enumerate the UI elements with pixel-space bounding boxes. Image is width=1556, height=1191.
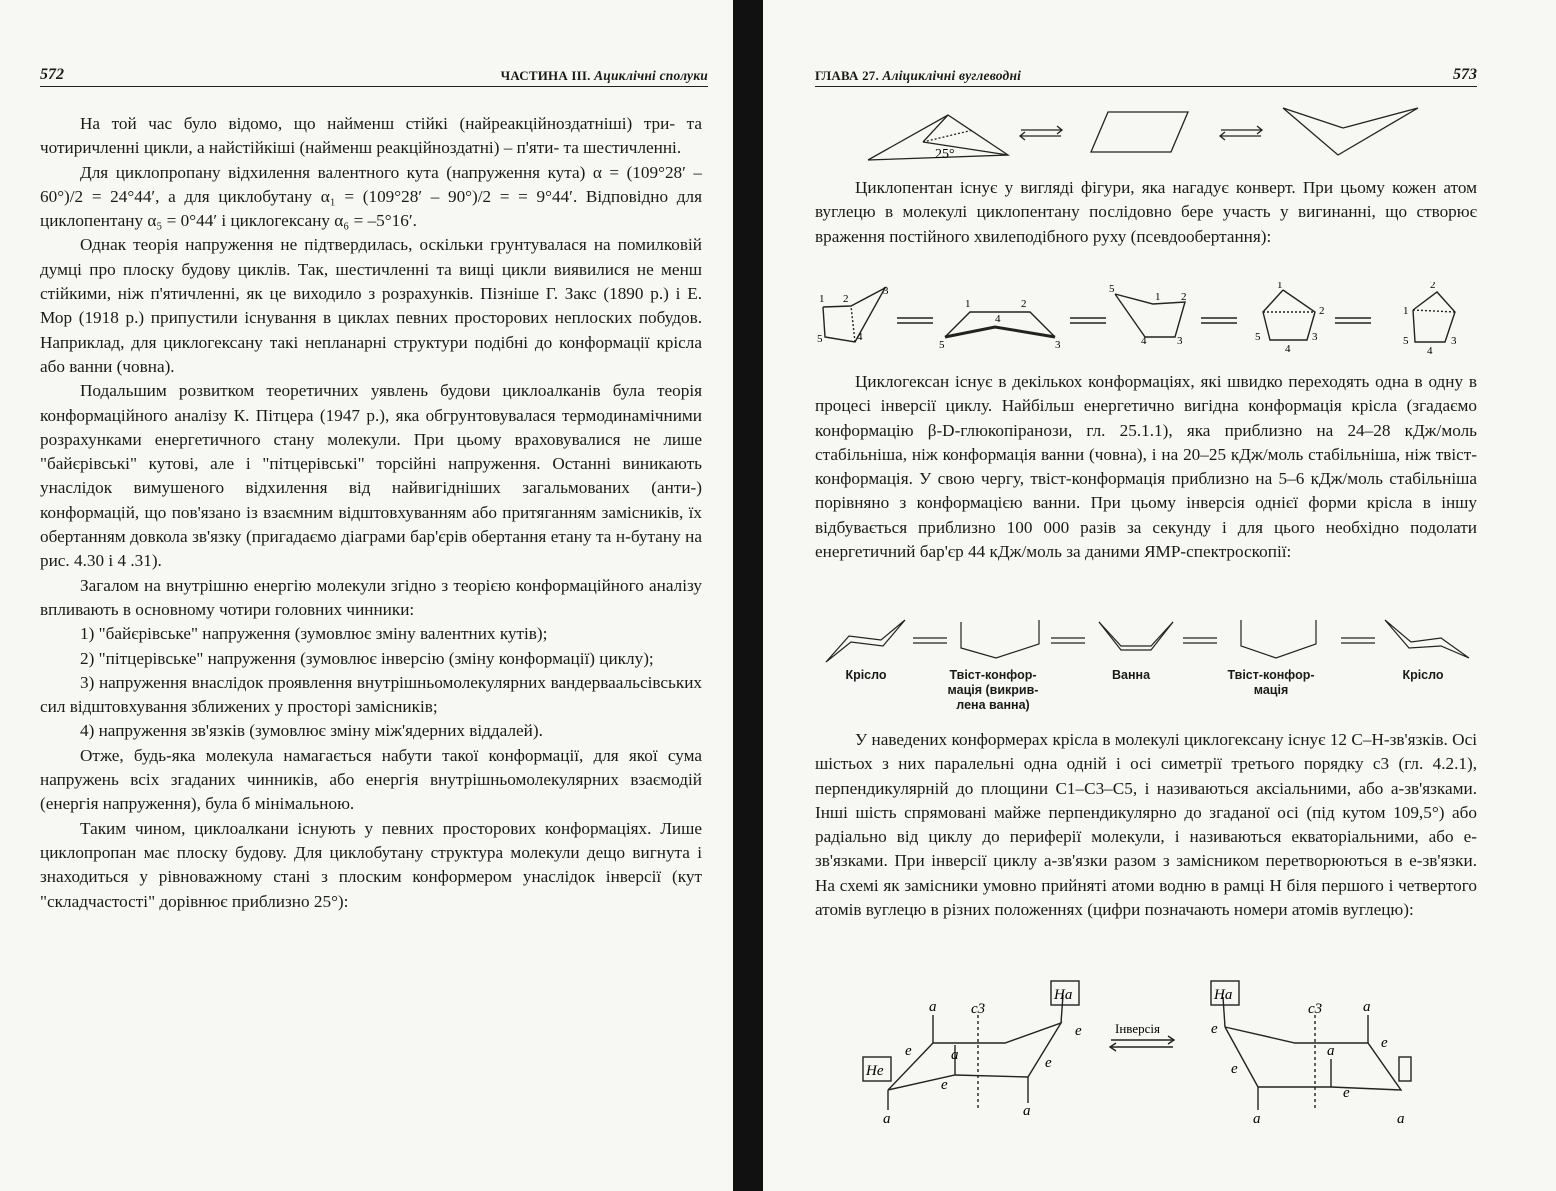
svg-text:a: a bbox=[1397, 1111, 1405, 1125]
conformer-label-boat: Ванна bbox=[1111, 668, 1151, 682]
list-item: 2) "пітцерівське" напруження (зумовлює інверсію (зміну конформації) циклу); bbox=[80, 648, 654, 668]
left-page-body bbox=[40, 112, 702, 914]
svg-text:1: 1 bbox=[1403, 305, 1409, 317]
right-paragraph-3 bbox=[815, 728, 1477, 922]
conformer-label-chair-1: Крісло bbox=[845, 668, 887, 682]
paragraph: Для циклопропану відхилення валентного кута (напруження кута) α = (109°28′ – 60°)/2 = 24°44′, а для циклобутану α₁ = (109°28′ – 90°)/2 = = 9°44′. Відповідно для циклопентану α₅ = 0°44′ і циклогексану α₆ = –5°16′. bbox=[40, 162, 702, 231]
svg-text:a: a bbox=[1023, 1103, 1031, 1119]
svg-text:e: e bbox=[941, 1077, 948, 1093]
right-page bbox=[763, 0, 1556, 1191]
svg-text:a: a bbox=[1327, 1043, 1335, 1059]
angle-label: 25° bbox=[935, 147, 955, 162]
axis-label: c3 bbox=[971, 1001, 986, 1017]
paragraph: Подальшим розвитком теоретичних уявлень будови циклоалканів була теорія конформаційного аналізу К. Пітцера (1947 р.), яка обгрунтовувалася термодинамічними розрахунками енергетичного стану молекули. При цьому враховувалися не лише "байєрівські" кутові, але і "пітцерівські" торсійні напруження. Останні виникають унаслідок вимушеного відхилення від найвигідніших загальмованих (анти-) конформацій, що пов'язано із взаємним відштовхуванням або притяганням замісників, їх обертанням довкола зв'язку (пригадаємо діаграми бар'єрів обертання етану та н-бутану на рис. 4.30 і 4 .31). bbox=[40, 381, 702, 571]
left-page-header bbox=[40, 64, 708, 87]
conformer-label-chair-2: Крісло bbox=[1402, 668, 1444, 682]
svg-text:1: 1 bbox=[819, 293, 825, 305]
inversion-label: Інверсія bbox=[1115, 1021, 1160, 1036]
h-axial-label-2: Ha bbox=[1214, 987, 1233, 1003]
cyclobutane-inversion-figure bbox=[863, 100, 1443, 170]
svg-text:3: 3 bbox=[1055, 339, 1061, 351]
svg-text:a: a bbox=[951, 1047, 959, 1063]
list-item: 4) напруження зв'язків (зумовлює зміну між'ядерних віддалей). bbox=[80, 721, 543, 741]
left-page bbox=[0, 0, 733, 1191]
puckered-cyclobutane-right bbox=[1283, 108, 1418, 155]
svg-text:1: 1 bbox=[1277, 282, 1283, 291]
svg-text:4: 4 bbox=[1141, 335, 1147, 347]
paragraph: Циклогексан існує в декількох конформаціях, які швидко переходять одна в одну в процесі інверсії циклу. Найбільш енергетично вигідна конформація крісла (згадаємо конформацію β-D-глюкопіранози, гл. 25.1.1), яка приблизно на 24–28 кДж/моль стабільніша, ніж конформація ванни (човна), і на 20–25 кДж/моль стабільніша, ніж твіст-конформація. У свою чергу, твіст-конформація приблизно на 5–6 кДж/моль стабільніша порівняно з конформацією ванни. При цьому інверсія однієї форми крісла в іншу відбувається приблизно 100 000 разів за секунду і для цього необхідно подолати енергетичний бар'єр 44 кДж/моль за даними ЯМР-спектроскопії: bbox=[815, 372, 1477, 562]
svg-text:5: 5 bbox=[817, 333, 823, 345]
svg-text:4: 4 bbox=[857, 331, 863, 343]
h-axial-label: Ha bbox=[1054, 987, 1073, 1003]
svg-text:3: 3 bbox=[1312, 331, 1318, 343]
svg-text:a: a bbox=[1363, 999, 1371, 1015]
left-running-title bbox=[501, 68, 708, 84]
svg-text:5: 5 bbox=[1255, 331, 1261, 343]
svg-text:a: a bbox=[1253, 1111, 1261, 1125]
svg-text:e: e bbox=[1075, 1023, 1082, 1039]
svg-text:1: 1 bbox=[965, 298, 971, 310]
paragraph: Циклопентан існує у вигляді фігури, яка нагадує конверт. При цьому кожен атом вуглецю в молекулі циклопентану послідовно бере участь у вигинанні, що створює враження постійного хвилеподібного руху (псевдообертання): bbox=[815, 178, 1477, 246]
svg-text:5: 5 bbox=[1109, 283, 1115, 295]
svg-text:a: a bbox=[929, 999, 937, 1015]
svg-text:e: e bbox=[1343, 1085, 1350, 1101]
paragraph: У наведених конформерах крісла в молекулі циклогексану існує 12 С–Н-зв'язків. Осі шістьох з них паралельні одна одній і осі симетрії третього порядку с3 (гл. 4.2.1), перпендикулярній до площини С1–С3–С5, і називаються аксіальними, або а-зв'язками. Інші шість спрямовані майже перпендикулярно до згаданої осі (під кутом 109,5°) або радіально від циклу до периферії молекули, і називаються екваторіальними, або е-зв'язками. При інверсії циклу а-зв'язки разом з замісником перетворюються в е-зв'язки. На схемі як замісники умовно прийняті атоми водню в рамці Н біля першого і четвертого атомів вуглецю в різних положеннях (цифри позначають номери атомів вуглецю): bbox=[815, 730, 1477, 920]
axis-label-2: c3 bbox=[1308, 1001, 1323, 1017]
svg-text:e: e bbox=[905, 1043, 912, 1059]
cyclohexane-conformations-figure bbox=[821, 614, 1481, 670]
right-paragraph-1 bbox=[815, 176, 1477, 249]
svg-text:3: 3 bbox=[883, 285, 889, 297]
list-item: 1) "байєрівське" напруження (зумовлює зміну валентних кутів); bbox=[80, 624, 548, 644]
book-gutter bbox=[733, 0, 763, 1191]
svg-text:e: e bbox=[1045, 1055, 1052, 1071]
svg-text:2: 2 bbox=[1430, 282, 1436, 291]
conformer-label-twist-1: Твіст-конфор-мація (викрив-лена ванна) bbox=[947, 668, 1039, 712]
svg-text:3: 3 bbox=[1451, 335, 1457, 347]
svg-text:4: 4 bbox=[995, 313, 1001, 325]
svg-text:2: 2 bbox=[1021, 298, 1027, 310]
svg-text:4: 4 bbox=[1427, 345, 1433, 357]
svg-text:a: a bbox=[883, 1111, 891, 1125]
cyclopentane-pseudorotation-figure bbox=[815, 282, 1485, 360]
svg-text:5: 5 bbox=[1403, 335, 1409, 347]
paragraph: На той час було відомо, що найменш стійкі (найреакційноздатніші) три- та чотиричленні цикли, а найстійкіші (найменш реакційноздатні) – п'яти- та шестичленні. bbox=[40, 114, 702, 158]
svg-text:3: 3 bbox=[1177, 335, 1183, 347]
right-header-chapter: ГЛАВА 27. bbox=[815, 68, 879, 83]
paragraph: Загалом на внутрішню енергію молекули згідно з теорією конформаційного аналізу впливають в основному чотири головних чинники: bbox=[40, 575, 702, 619]
svg-text:2: 2 bbox=[1319, 305, 1325, 317]
left-page-number: 572 bbox=[40, 66, 64, 83]
svg-text:e: e bbox=[1381, 1035, 1388, 1051]
svg-text:4: 4 bbox=[1285, 343, 1291, 355]
chair-inversion-figure bbox=[853, 975, 1413, 1125]
right-running-title bbox=[815, 68, 1021, 84]
svg-text:2: 2 bbox=[1181, 291, 1187, 303]
conformer-label-twist-2: Твіст-конфор-мація bbox=[1227, 668, 1315, 697]
list-item: 3) напруження внаслідок проявлення внутрішньомолекулярних вандерваальсівських сил відштовхування зближених у просторі замісників; bbox=[40, 672, 702, 717]
right-page-header bbox=[815, 64, 1477, 87]
h-equatorial-label: He bbox=[866, 1063, 884, 1079]
planar-cyclobutane bbox=[1091, 112, 1188, 152]
left-header-title: Ациклічні сполуки bbox=[594, 68, 708, 83]
right-paragraph-2 bbox=[815, 370, 1477, 564]
svg-text:5: 5 bbox=[939, 339, 945, 351]
paragraph: Однак теорія напруження не підтвердилась, оскільки грунтувалася на помилковій думці про плоску будову циклів. Так, шестичленні та вищі цикли виявилися не менш стійкими, ніж п'ятичленні, як це виходило з розрахунків. Пізніше Г. Закс (1890 р.) і Е. Мор (1918 р.) припустили існування в циклах певних просторових неплоских побудов. Наприклад, для циклогексану такі непланарні структури подібні до конформації крісла або ванни (човна). bbox=[40, 235, 702, 376]
svg-text:2: 2 bbox=[843, 293, 849, 305]
paragraph: Отже, будь-яка молекула намагається набути такої конформації, для якої сума напружень всіх згаданих чинників, або енергія внутрішньомолекулярних взаємодій (енергія напруження), була б мінімальною. bbox=[40, 745, 702, 814]
svg-text:e: e bbox=[1231, 1061, 1238, 1077]
svg-text:1: 1 bbox=[1155, 291, 1161, 303]
right-header-title: Аліциклічні вуглеводні bbox=[882, 68, 1022, 83]
paragraph: Таким чином, циклоалкани існують у певних просторових конформаціях. Лише циклопропан має плоску будову. Для циклобутану структура молекули дещо вигнута і знаходиться у рівноважному стані з плоским конформером унаслідок інверсії (кут "складчастості" дорівнює приблизно 25°): bbox=[40, 818, 702, 911]
left-header-part: ЧАСТИНА ІІІ. bbox=[500, 68, 591, 83]
svg-text:e: e bbox=[1211, 1021, 1218, 1037]
right-page-number: 573 bbox=[1453, 66, 1477, 83]
